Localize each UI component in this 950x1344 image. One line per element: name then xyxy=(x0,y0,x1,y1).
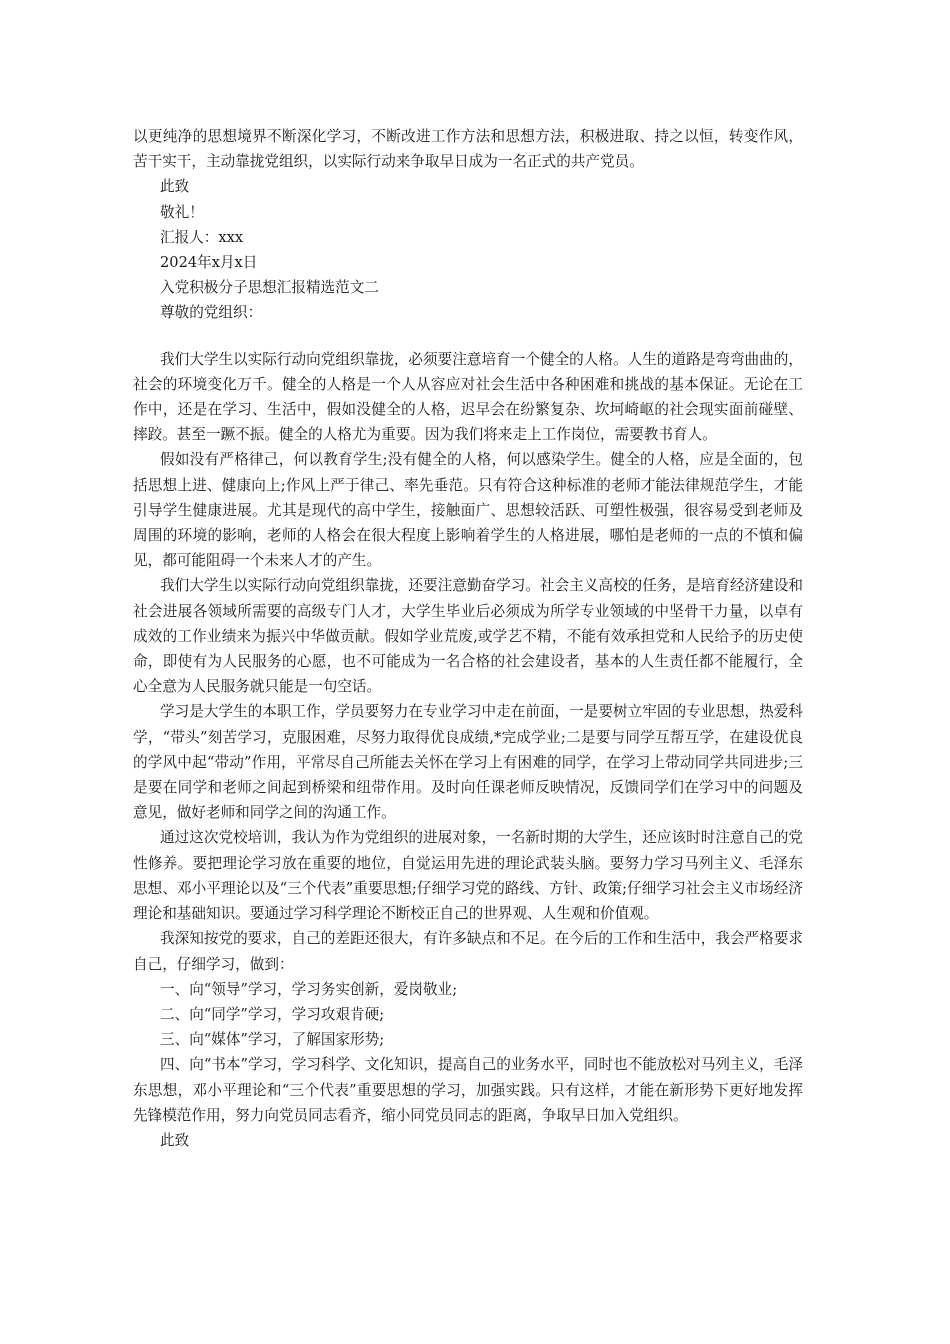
blank-gap xyxy=(133,326,803,347)
closing-line: 此致 xyxy=(160,178,190,196)
body-paragraph: 我深知按党的要求，自己的差距还很大，有许多缺点和不足。在今后的工作和生活中，我会严格要求自己，仔细学习，做到： xyxy=(133,930,803,973)
salute-line: 敬礼！ xyxy=(160,203,204,221)
section-title: 入党积极分子思想汇报精选范文二 xyxy=(160,279,379,297)
closing-line: 此致 xyxy=(160,1131,190,1149)
reporter-line: 汇报人：xxx xyxy=(160,228,244,246)
list-item: 二、向“同学”学习，学习攻艰肯硬; xyxy=(160,1005,385,1023)
body-paragraph: 学习是大学生的本职工作，学员要努力在专业学习中走在前面，一是要树立牢固的专业思想，热爱科学，“带头”刻苦学习，克服困难，尽努力取得优良成绩,*完成学业;二是要与同学互帮互学，在建设优良的学风中起“带动”作用，平常尽自己所能去关怀在学习上有困难的同学，在学习上带动同学共同进步;三是要在同学和老师之间起到桥梁和纽带作用。及时向任课老师反映情况，反馈同学们在学习中的问题及意见，做好老师和同学之间的沟通工作。 xyxy=(133,703,803,822)
list-item: 一、向“领导”学习，学习务实创新，爱岗敬业; xyxy=(160,980,458,998)
list-item: 四、向“书本”学习，学习科学、文化知识，提高自己的业务水平，同时也不能放松对马列主义，毛泽东思想，邓小平理论和“三个代表”重要思想的学习，加强实践。只有这样，才能在新形势下更好地发挥先锋模范作用，努力向党员同志看齐，缩小同党员同志的距离，争取早日加入党组织。 xyxy=(133,1056,803,1124)
body-paragraph: 通过这次党校培训，我认为作为党组织的进展对象，一名新时期的大学生，还应该时时注意自己的党性修养。要把理论学习放在重要的地位，自觉运用先进的理论武装头脑。要努力学习马列主义、毛泽东思想、邓小平理论以及“三个代表”重要思想;仔细学习党的路线、方针、政策;仔细学习社会主义市场经济理论和基础知识。要通过学习科学理论不断校正自己的世界观、人生观和价值观。 xyxy=(133,829,803,923)
date-line: 2024年x月x日 xyxy=(160,254,258,272)
opening-paragraph: 以更纯净的思想境界不断深化学习，不断改进工作方法和思想方法，积极进取、持之以恒，转变作风，苦干实干，主动靠拢党组织，以实际行动来争取早日成为一名正式的共产党员。 xyxy=(133,128,803,171)
body-paragraph: 我们大学生以实际行动向党组织靠拢，必须要注意培育一个健全的人格。人生的道路是弯弯曲曲的，社会的环境变化万千。健全的人格是一个人从容应对社会生活中各种困难和挑战的基本保证。无论在工作中，还是在学习、生活中，假如没健全的人格，迟早会在纷繁复杂、坎坷崎岖的社会现实面前碰壁、摔跤。甚至一蹶不振。健全的人格尤为重要。因为我们将来走上工作岗位，需要教书育人。 xyxy=(133,350,803,444)
body-paragraph: 假如没有严格律己，何以教育学生;没有健全的人格，何以感染学生。健全的人格，应是全面的，包括思想上进、健康向上;作风上严于律己、率先垂范。只有符合这种标准的老师才能法律规范学生，才能引导学生健康进展。尤其是现代的高中学生，接触面广、思想较活跃、可塑性极强，很容易受到老师及周围的环境的影响，老师的人格会在很大程度上影响着学生的人格进展，哪怕是老师的一点的不慎和偏见，都可能阻碍一个未来人才的产生。 xyxy=(133,451,803,570)
body-paragraph: 我们大学生以实际行动向党组织靠拢，还要注意勤奋学习。社会主义高校的任务，是培育经济建设和社会进展各领域所需要的高级专门人才，大学生毕业后必须成为所学专业领域的中坚骨干力量，以卓有成效的工作业绩来为振兴中华做贡献。假如学业荒废,或学艺不精，不能有效承担党和人民给予的历史使命，即使有为人民服务的心愿，也不可能成为一名合格的社会建设者，基本的人生责任都不能履行，全心全意为人民服务就只能是一句空话。 xyxy=(133,577,803,696)
greeting-line: 尊敬的党组织： xyxy=(160,304,263,322)
document-page xyxy=(133,124,803,1153)
list-item: 三、向“媒体”学习，了解国家形势; xyxy=(160,1031,385,1049)
